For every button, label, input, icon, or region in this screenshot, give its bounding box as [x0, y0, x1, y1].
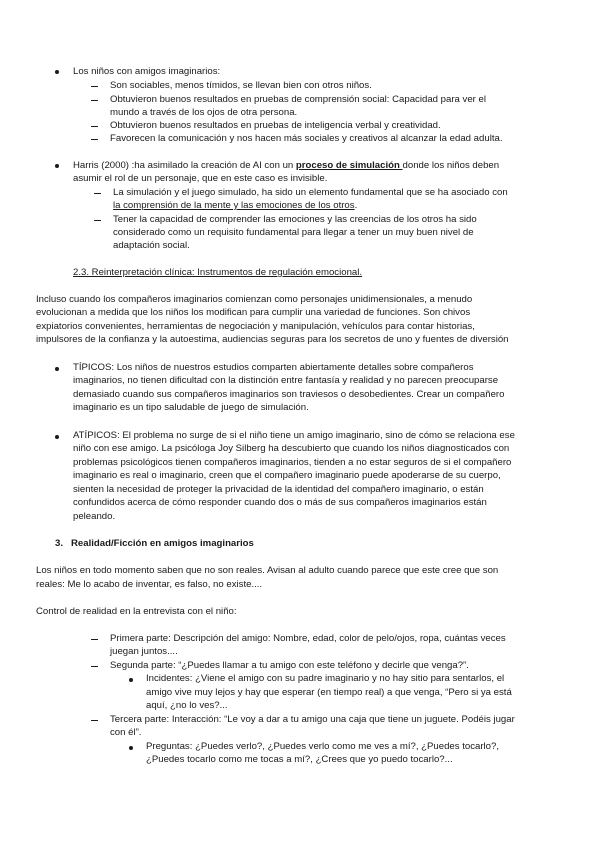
control-item-text-cont: juegan juntos.... [110, 646, 178, 657]
control-item-text: Tercera parte: Interacción: “Le voy a dar a tu amigo una caja que tiene un juguete. Podéis jugar [110, 714, 515, 725]
atipicos-line: ATÍPICOS: El problema no surge de si el niño tiene un amigo imaginario, sino de cómo se relaciona ese [73, 430, 515, 441]
atipicos-line: sienten la necesidad de proteger la privacidad de la identidad del compañero imaginario, o están [73, 484, 484, 495]
tipicos-line: TÍPICOS: Los niños de nuestros estudios comparten abiertamente detalles sobre compañeros [73, 362, 474, 373]
dash-marker [91, 100, 98, 101]
atipicos-line: problemas psicológicos tienen compañeros imaginarios, tienden a no estar seguros de si el compañero [73, 457, 512, 468]
sub-bullet-text: Incidentes: ¿Viene el amigo con su padre imaginario y no hay sitio para sentarlos, el [146, 673, 505, 684]
control-item-text: Segunda parte: “¿Puedes llamar a tu amigo con este teléfono y decirle que venga?”. [110, 660, 469, 671]
underlined-phrase: la comprensión de la mente y las emociones de los otros [113, 200, 355, 211]
harris-bullet-text [73, 159, 499, 172]
bullet-text: Los niños con amigos imaginarios: [73, 66, 221, 77]
bullet-marker [55, 164, 59, 168]
paragraph-line: Incluso cuando los compañeros imaginarios comienzan como personajes unidimensionales, a menudo [36, 294, 473, 305]
tipicos-line: demasiado cuando sus compañeros imaginarios son traviesos o desobedientes. Crear un compañero [73, 389, 505, 400]
atipicos-line: confundidos acerca de cómo responder cuando dos o más de sus compañeros imaginarios están [73, 497, 487, 508]
bullet-marker [55, 367, 59, 371]
dash-item-text-cont: mundo a través de los ojos de otra persona. [110, 107, 298, 118]
sub-bullet-text-cont: amigo vive muy lejos y hay que esperar (en tiempo real) a que venga, “Pero si ya está [146, 687, 512, 698]
subheading-2-3: 2.3. Reinterpretación clínica: Instrumentos de regulación emocional. [73, 267, 363, 278]
dash-marker [91, 720, 98, 721]
bullet-marker [129, 746, 133, 750]
dash-marker [91, 86, 98, 87]
sub-bullet-text: Preguntas: ¿Puedes verlo?, ¿Puedes verlo como me ves a mí?, ¿Puedes tocarlo?, [146, 741, 500, 752]
bullet-marker [55, 435, 59, 439]
paragraph-line: evolucionan a medida que los niños los modifican para cumplir una variedad de funciones. Son chivos [36, 307, 471, 318]
dash-item-text-cont [113, 199, 357, 212]
dash-item-text: Son sociables, menos tímidos, se llevan bien con otros niños. [110, 80, 372, 91]
section-heading-3: 3. Realidad/Ficción en amigos imaginarios [55, 538, 254, 549]
atipicos-line: peleando. [73, 511, 116, 522]
paragraph-line: Los niños en todo momento saben que no son reales. Avisan al adulto cuando parece que este cree que son [36, 565, 499, 576]
dash-item-text: Favorecen la comunicación y nos hacen más sociales y creativos al alcanzar la edad adulta. [110, 133, 503, 144]
dash-item-text: La simulación y el juego simulado, ha sido un elemento fundamental que se ha asociado con [113, 187, 508, 198]
dash-item-text: Obtuvieron buenos resultados en pruebas de comprensión social: Capacidad para ver el [110, 94, 486, 105]
tipicos-line: imaginarios, no tienen dificultad con la distinción entre fantasía y realidad y no parecen preocuparse [73, 375, 499, 386]
control-item-text: Primera parte: Descripción del amigo: Nombre, edad, color de pelo/ojos, ropa, cuántas veces [110, 633, 506, 644]
dash-marker [91, 126, 98, 127]
sub-bullet-text-cont: ¿Puedes tocarlo como me tocas a mí?, ¿Crees que yo puedo tocarlo?... [146, 754, 453, 765]
paragraph-line: impulsores de la confianza y la autoestima, audiencias seguras para los secretos de uno y fuentes de diversión [36, 334, 509, 345]
bullet-marker [55, 70, 59, 74]
atipicos-line: niño con ese amigo. La psicóloga Joy Silberg ha descubierto que cuando los niños diagnosticados con [73, 443, 510, 454]
harris-text-end: donde los niños deben [402, 160, 500, 171]
sub-bullet-text-cont: aquí, ¿no lo ves?... [146, 700, 228, 711]
bullet-text-cont: asumir el rol de un personaje, que en este caso es invisible. [73, 173, 328, 184]
dash-item-text-cont: adaptación social. [113, 240, 190, 251]
dash-item-text: Tener la capacidad de comprender las emociones y las creencias de los otros ha sido [113, 214, 477, 225]
period: . [354, 200, 358, 211]
tipicos-line: imaginario es un tipo saludable de juego de simulación. [73, 402, 309, 413]
dash-marker [94, 220, 101, 221]
dash-marker [91, 666, 98, 667]
bullet-marker [129, 678, 133, 682]
dash-marker [91, 639, 98, 640]
paragraph-line: reales: Me lo acabo de inventar, es falso, no existe.... [36, 579, 263, 590]
dash-marker [94, 193, 101, 194]
paragraph-line: Control de realidad en la entrevista con el niño: [36, 606, 237, 617]
harris-text-start: Harris (2000) :ha asimilado la creación de AI con un [73, 160, 296, 171]
dash-marker [91, 139, 98, 140]
dash-item-text: Obtuvieron buenos resultados en pruebas de inteligencia verbal y creatividad. [110, 120, 441, 131]
control-item-text-cont: con él”. [110, 727, 142, 738]
dash-item-text-cont: considerado como un requisito fundamental para llegar a tener un muy buen nivel de [113, 227, 474, 238]
proceso-simulacion-emphasis: proceso de simulación [295, 160, 403, 171]
atipicos-line: imaginario es real o imaginario, creen que el compañero imaginario puede apoderarse de su cuerpo, [73, 470, 501, 481]
paragraph-line: expiatorios convenientes, herramientas de negociación y manipulación, vehículos para contar historias, [36, 321, 475, 332]
